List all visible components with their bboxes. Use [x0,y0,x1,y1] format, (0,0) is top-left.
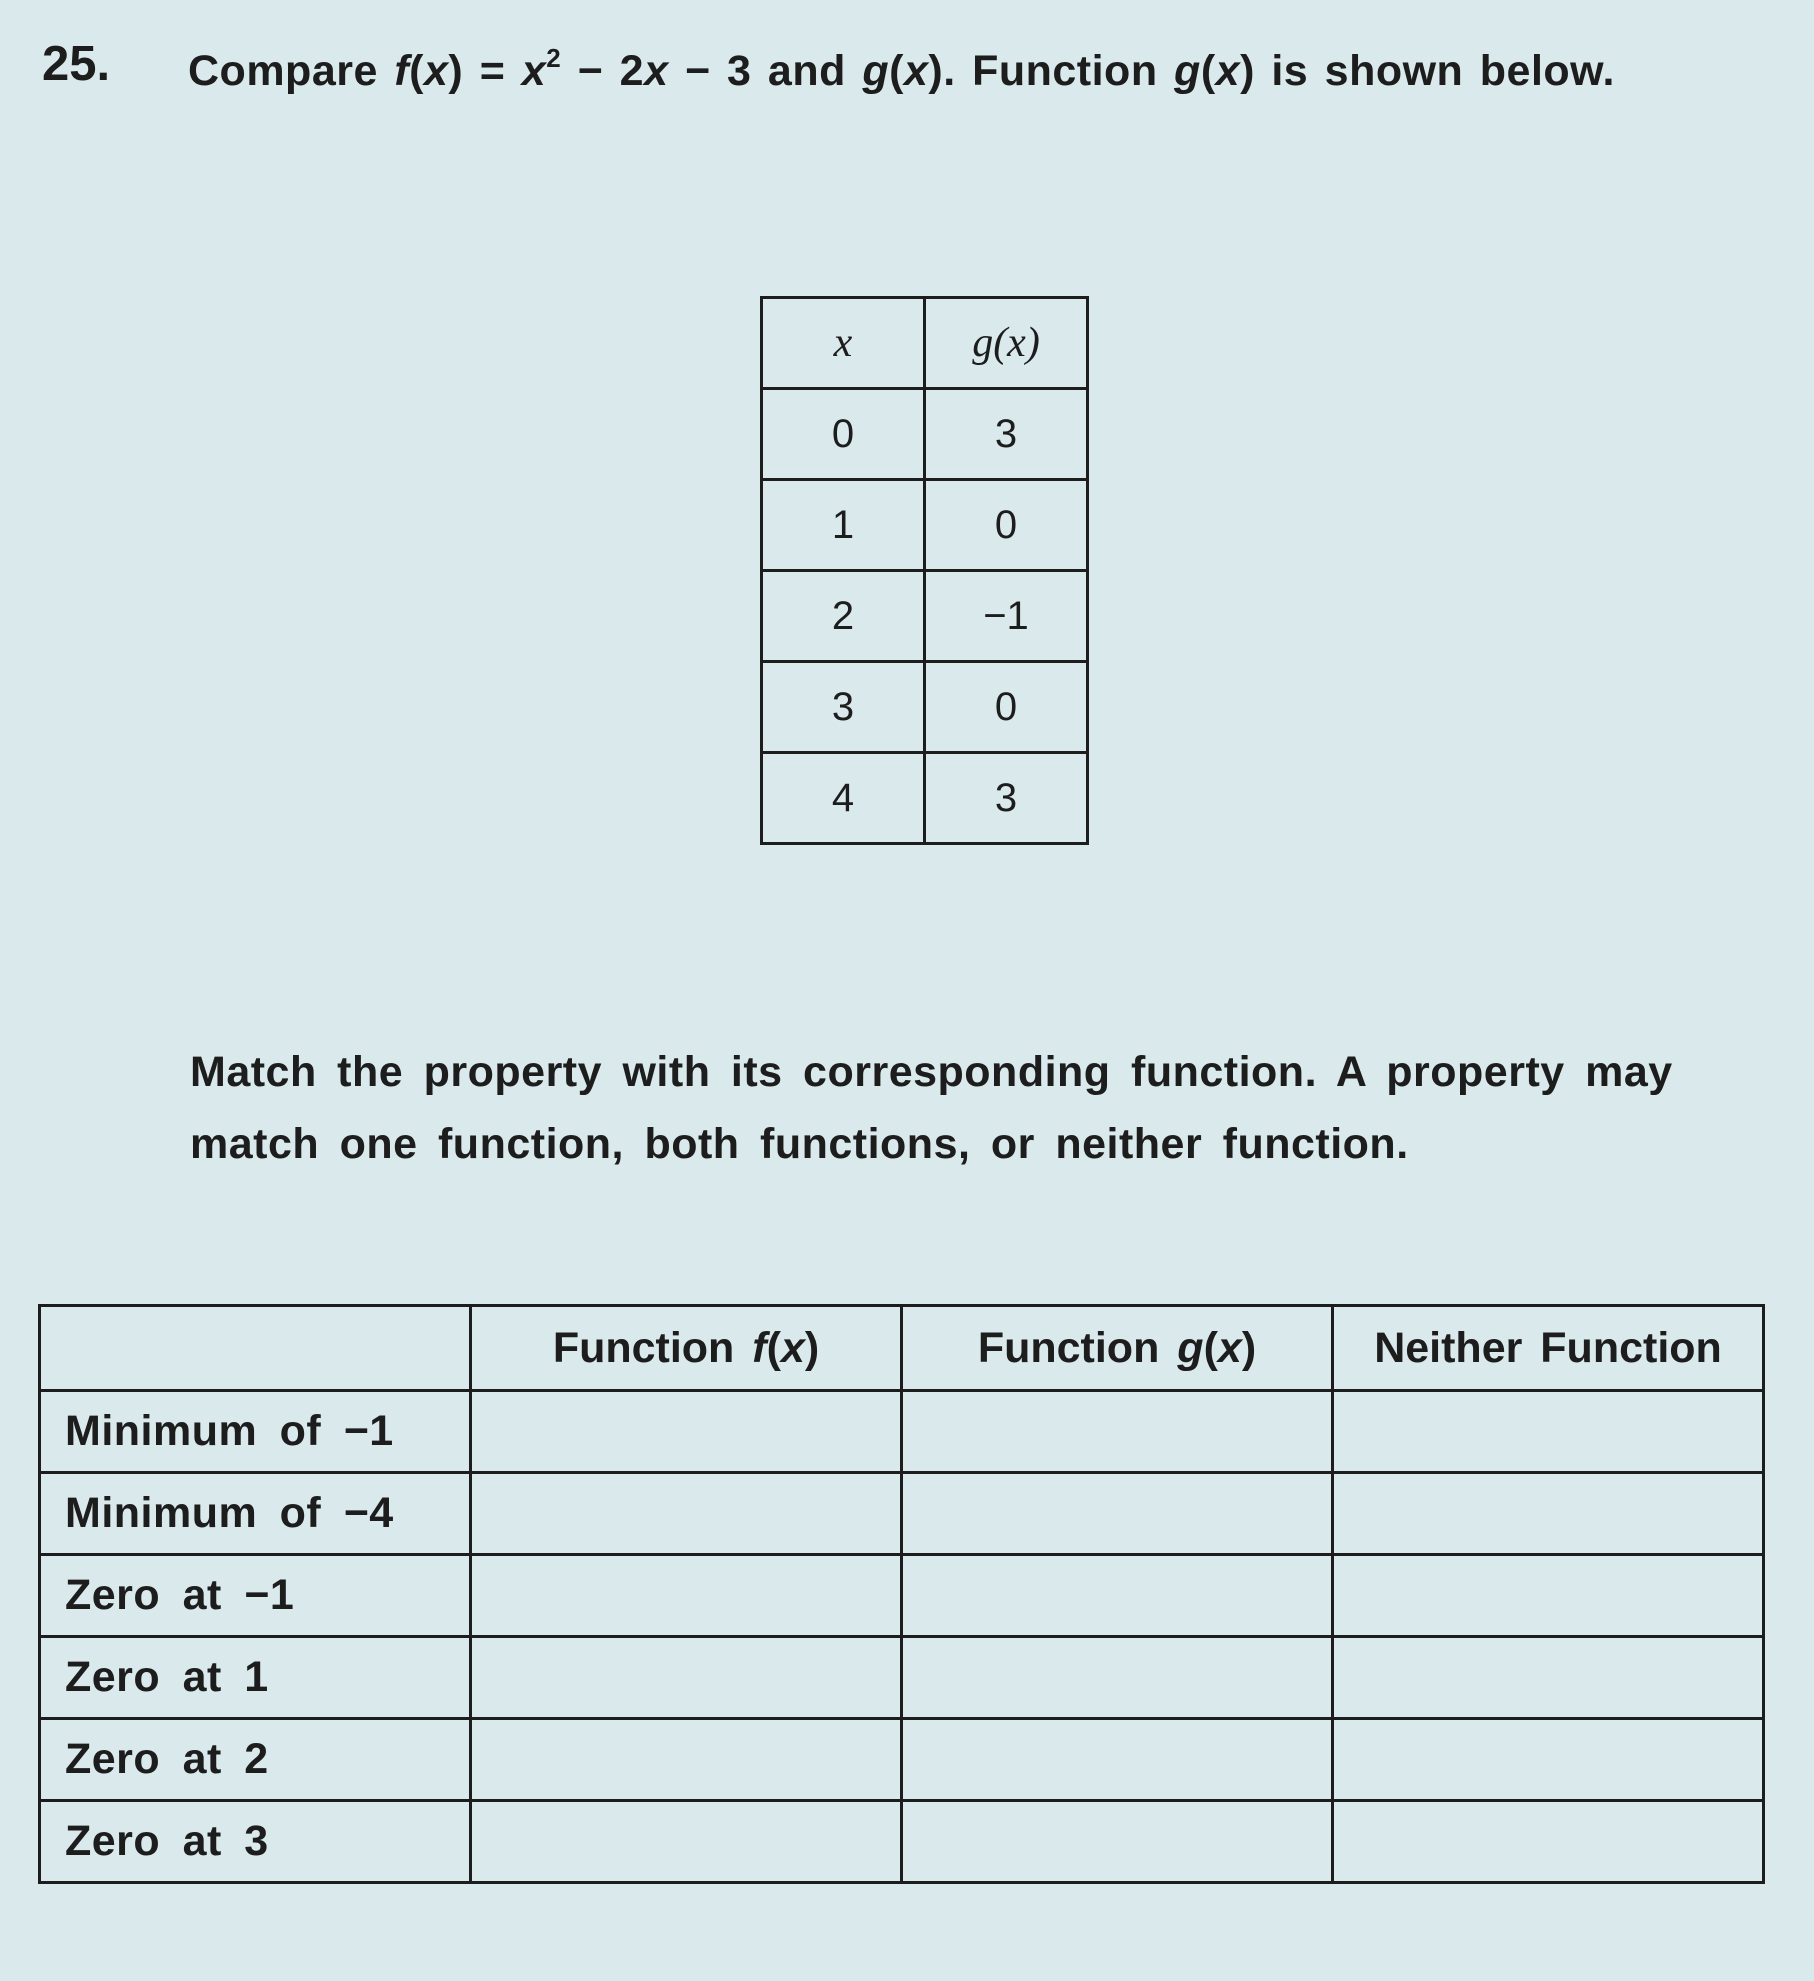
table-row [762,480,1088,571]
table-row [762,753,1088,844]
match-cell-g[interactable] [902,1637,1333,1719]
matching-table [38,1304,1765,1884]
gx-value: 0 [925,480,1088,571]
matching-row [40,1473,1764,1555]
header-x: x [762,298,925,389]
column-neither-function: Neither Function [1333,1306,1764,1391]
table-header-row [762,298,1088,389]
match-cell-f[interactable] [471,1473,902,1555]
gx-value: 3 [925,389,1088,480]
property-label: Zero at 1 [40,1637,471,1719]
matching-row [40,1801,1764,1883]
table-row [762,571,1088,662]
match-cell-f[interactable] [471,1391,902,1473]
question-stem: Compare $f(x) = x^2 - 2x - 3$ and g(x). Function g(x) is shown below. [188,43,1615,95]
matching-row [40,1637,1764,1719]
table-row [762,389,1088,480]
table-row [762,662,1088,753]
match-cell-neither[interactable] [1333,1391,1764,1473]
column-function-f: Function f(x) [471,1306,902,1391]
match-cell-f[interactable] [471,1719,902,1801]
match-cell-neither[interactable] [1333,1473,1764,1555]
match-cell-f[interactable] [471,1637,902,1719]
property-label: Zero at 3 [40,1801,471,1883]
match-cell-neither[interactable] [1333,1637,1764,1719]
corner-cell [40,1306,471,1391]
match-cell-neither[interactable] [1333,1555,1764,1637]
gx-value: 0 [925,662,1088,753]
header-gx: g(x) [925,298,1088,389]
match-cell-neither[interactable] [1333,1719,1764,1801]
x-value: 1 [762,480,925,571]
property-label: Minimum of −1 [40,1391,471,1473]
match-cell-f[interactable] [471,1801,902,1883]
property-label: Minimum of −4 [40,1473,471,1555]
match-cell-g[interactable] [902,1391,1333,1473]
match-cell-neither[interactable] [1333,1801,1764,1883]
matching-row [40,1555,1764,1637]
x-value: 4 [762,753,925,844]
gx-value: 3 [925,753,1088,844]
x-value: 2 [762,571,925,662]
match-cell-g[interactable] [902,1555,1333,1637]
column-function-g: Function g(x) [902,1306,1333,1391]
question-number: 25. [42,37,111,91]
gx-value: −1 [925,571,1088,662]
x-value: 3 [762,662,925,753]
match-cell-f[interactable] [471,1555,902,1637]
property-label: Zero at 2 [40,1719,471,1801]
matching-row [40,1391,1764,1473]
property-label: Zero at −1 [40,1555,471,1637]
x-value: 0 [762,389,925,480]
matching-row [40,1719,1764,1801]
matching-header-row [40,1306,1764,1391]
instructions: Match the property with its corresponding function. A property may match one function, both functions, or neither function. [190,1048,1673,1168]
match-cell-g[interactable] [902,1801,1333,1883]
match-cell-g[interactable] [902,1719,1333,1801]
match-cell-g[interactable] [902,1473,1333,1555]
g-values-table [760,296,1089,845]
